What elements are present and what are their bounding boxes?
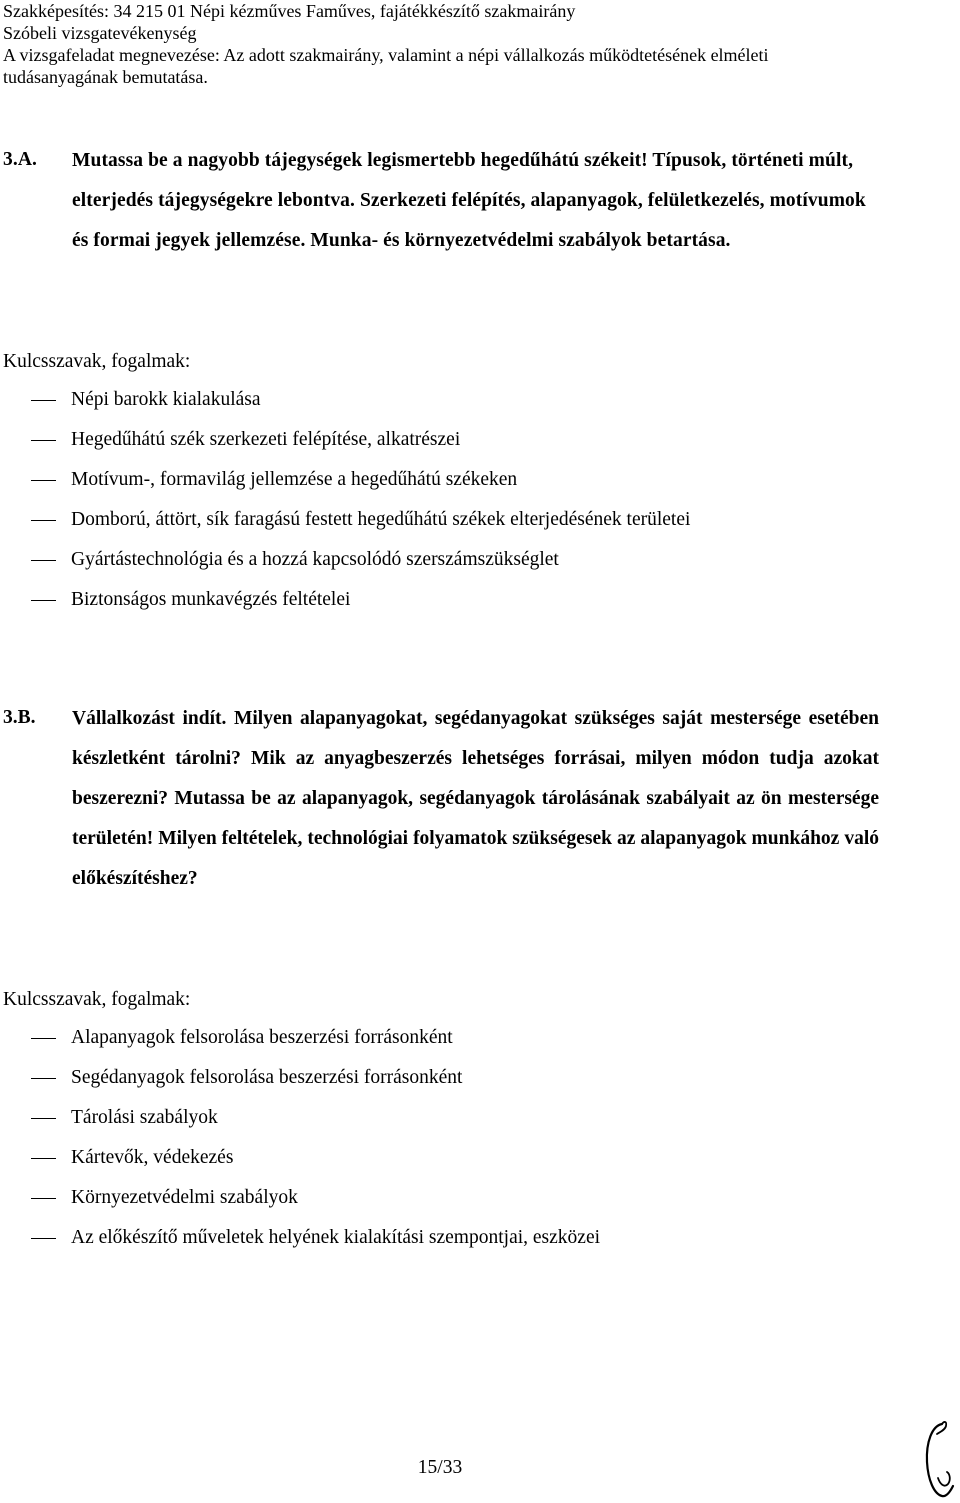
list-item: Domború, áttört, sík faragású festett hegedűhátú székek elterjedésének területei xyxy=(0,500,900,540)
list-item: Alapanyagok felsorolása beszerzési forrásonként xyxy=(0,1018,900,1058)
header-task-name: A vizsgafeladat megnevezése: Az adott szakmairány, valamint a népi vállalkozás működtetésének elméleti xyxy=(3,45,769,65)
handwritten-signature xyxy=(920,1418,956,1500)
dash-bullet xyxy=(31,520,56,521)
document-header xyxy=(3,0,953,88)
list-item: Hegedűhátú szék szerkezeti felépítése, alkatrészei xyxy=(0,420,900,460)
list-item: Az előkészítő műveletek helyének kialakítási szempontjai, eszközei xyxy=(0,1218,900,1258)
list-item: Segédanyagok felsorolása beszerzési forrásonként xyxy=(0,1058,900,1098)
header-qualification: Szakképesítés: 34 215 01 Népi kézműves Faműves, fajátékkészítő szakmairány xyxy=(3,1,576,21)
page-number: 15/33 xyxy=(417,1457,463,1478)
dash-bullet xyxy=(31,1038,56,1039)
task-a-number: 3.A. xyxy=(3,149,37,170)
list-item: Motívum-, formavilág jellemzése a hegedűhátú székeken xyxy=(0,460,900,500)
keywords-b-title: Kulcsszavak, fogalmak: xyxy=(3,989,191,1010)
dash-bullet xyxy=(31,1158,56,1159)
dash-bullet xyxy=(31,440,56,441)
task-b-text: Vállalkozást indít. Milyen alapanyagokat, segédanyagokat szükséges saját mestersége esetében készletként tárolni? Mik az anyagbeszerzés lehetséges forrásai, milyen módon tudja azokat beszerezni? Mutassa be az alapanyagok, segédanyagok tárolásának szabályait az ön mestersége területén! Milyen feltételek, technológiai folyamatok szükségesek az alapanyagok munkához való előkészítéshez? xyxy=(72,708,879,889)
dash-bullet xyxy=(31,1118,56,1119)
task-a xyxy=(3,141,883,261)
list-item: Kártevők, védekezés xyxy=(0,1138,900,1178)
task-b-number: 3.B. xyxy=(3,707,36,728)
dash-bullet xyxy=(31,1238,56,1239)
keywords-b-list xyxy=(0,1018,900,1258)
dash-bullet xyxy=(31,1198,56,1199)
list-item: Tárolási szabályok xyxy=(0,1098,900,1138)
header-task-name-cont: tudásanyagának bemutatása. xyxy=(3,67,208,87)
list-item: Környezetvédelmi szabályok xyxy=(0,1178,900,1218)
header-exam-type: Szóbeli vizsgatevékenység xyxy=(3,23,197,43)
dash-bullet xyxy=(31,480,56,481)
dash-bullet xyxy=(31,560,56,561)
list-item: Gyártástechnológia és a hozzá kapcsolódó szerszámszükséglet xyxy=(0,540,900,580)
keywords-a-title: Kulcsszavak, fogalmak: xyxy=(3,351,191,372)
keywords-a-list xyxy=(0,380,900,620)
list-item: Népi barokk kialakulása xyxy=(0,380,900,420)
task-a-text: Mutassa be a nagyobb tájegységek legismertebb hegedűhátú székeit! Típusok, történeti múlt, elterjedés tájegységekre lebontva. Szerkezeti felépítés, alapanyagok, felületkezelés, motívumok és formai jegyek jellemzése. Munka- és környezetvédelmi szabályok betartása. xyxy=(72,150,866,251)
dash-bullet xyxy=(31,400,56,401)
list-item: Biztonságos munkavégzés feltételei xyxy=(0,580,900,620)
task-b xyxy=(3,699,883,899)
dash-bullet xyxy=(31,600,56,601)
dash-bullet xyxy=(31,1078,56,1079)
